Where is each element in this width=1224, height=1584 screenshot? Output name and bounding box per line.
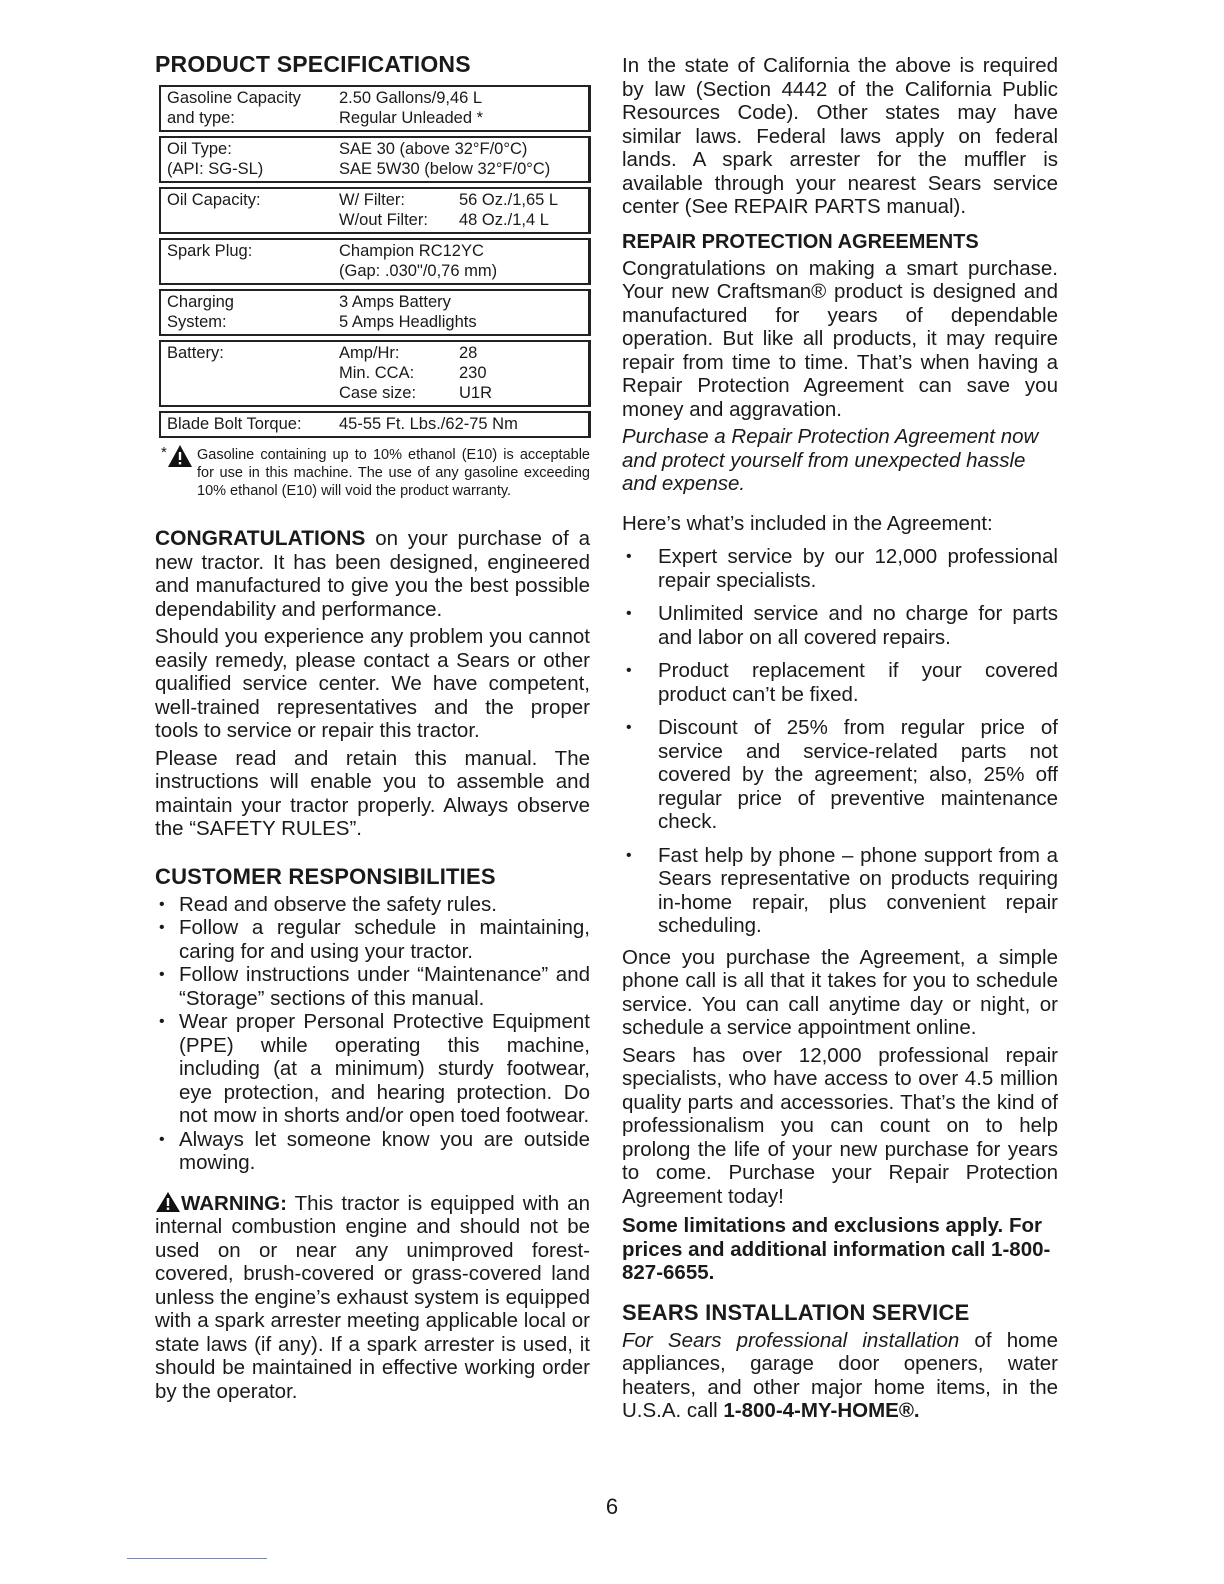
repair-protection-italic: Purchase a Repair Protection Agreement now and protect yourself from unexpected hassle and expense. <box>622 425 1039 495</box>
spec-value-line <box>339 190 582 210</box>
limitations-text: Some limitations and exclusions apply. For prices and additional information call 1-800-827-6655. <box>622 1214 1051 1284</box>
spec-value-line: Champion RC12YC <box>339 242 484 260</box>
warning-triangle-icon <box>155 1191 181 1213</box>
footer-rule <box>127 1558 267 1559</box>
spec-value-line <box>339 383 582 403</box>
spec-subvalue: 48 Oz./1,4 L <box>459 211 549 229</box>
warning-lead: WARNING: <box>181 1191 287 1215</box>
spec-key-line: Gasoline Capacity <box>167 89 301 107</box>
congratulations-paragraph <box>155 527 590 621</box>
note-marker: * <box>161 444 193 468</box>
spec-value <box>333 188 590 233</box>
spec-key-line: Charging <box>167 293 234 311</box>
spec-subvalue: 56 Oz./1,65 L <box>459 191 559 209</box>
warning-paragraph <box>155 1191 590 1404</box>
sears-has-paragraph: Sears has over 12,000 professional repair specialists, who have access to over 4.5 million quality parts and accessories. That’s the kind of professionalism you can count on to help prolong the life of your new purchase for years to come. Purchase your Repair Protection Agreement today! <box>622 1043 1058 1208</box>
spec-value-line: SAE 5W30 (below 32°F/0°C) <box>339 160 551 178</box>
list-item: • Unlimited service and no charge for parts and labor on all covered repairs. <box>622 602 1058 649</box>
once-paragraph: Once you purchase the Agreement, a simple phone call is all that it takes for you to schedule service. You can call anytime day or night, or schedule a service appointment online. <box>622 945 1058 1039</box>
table-row <box>160 341 590 406</box>
spec-value-line <box>339 363 582 383</box>
spec-value-line: 5 Amps Headlights <box>339 313 477 331</box>
table-row <box>160 290 590 335</box>
spec-key <box>160 188 333 233</box>
spec-value <box>333 86 590 131</box>
warning-triangle-icon <box>167 444 193 468</box>
list-item: • Product replacement if your covered product can’t be fixed. <box>622 659 1058 706</box>
list-item: • Expert service by our 12,000 professional repair specialists. <box>622 545 1058 592</box>
specifications-table <box>159 85 591 438</box>
list-item: • Discount of 25% from regular price of service and service-related parts not covered by the agreement; also, 25% off regular price of preventive maintenance check. <box>622 716 1058 834</box>
spec-value-line: (Gap: .030"/0,76 mm) <box>339 262 498 280</box>
spec-key <box>160 412 333 437</box>
spec-subkey: Min. CCA: <box>339 364 415 382</box>
installation-service-title: SEARS INSTALLATION SERVICE <box>622 1299 970 1325</box>
california-paragraph: In the state of California the above is required by law (Section 4442 of the California Public Resources Code). Other states may have similar laws. Federal laws apply on federal lands. A spark arrester for the muffler is available through your nearest Sears service center (See REPAIR PARTS manual). <box>622 54 1058 218</box>
spec-subvalue: U1R <box>459 384 493 402</box>
table-row <box>160 239 590 284</box>
spec-value-line <box>339 210 582 230</box>
spec-value <box>333 412 590 437</box>
service-paragraph: Should you experience any problem you cannot easily remedy, please contact a Sears or other qualified service center. We have competent, well-trained representatives and the proper tools to service or repair this tractor. <box>155 625 590 742</box>
warning-text: This tractor is equipped with an internal combustion engine and should not be used on or near any unimproved forest-covered, brush-covered or grass-covered land unless the engine’s exhaust system is equipped with a spark arrester meeting applicable local or state laws (if any). If a spark arrester is used, it should be maintained in effective working order by the operator. <box>155 1191 590 1403</box>
repair-protection-title: REPAIR PROTECTION AGREEMENTS <box>622 230 979 253</box>
spec-value-line: 45-55 Ft. Lbs./62-75 Nm <box>339 415 518 433</box>
spec-subkey: Amp/Hr: <box>339 344 400 362</box>
repair-protection-text: Congratulations on making a smart purchase. Your new Craftsman® product is designed and manufactured for years of dependable operation. But like all products, it may require repair from time to time. That’s when having a Repair Protection Agreement can save you money and aggravation. <box>622 256 1058 421</box>
spec-value-line <box>339 343 582 363</box>
page-number: 6 <box>605 1494 619 1519</box>
left-column <box>155 50 590 1403</box>
table-row <box>160 137 590 182</box>
spec-key-line: Spark Plug: <box>167 242 253 260</box>
list-item: • Wear proper Personal Protective Equipment (PPE) while operating this machine, including (at a minimum) sturdy footwear, eye protection, and hearing protection. Do not mow in shorts and/or open toed footwear. <box>155 1010 590 1128</box>
spec-key-line: System: <box>167 313 227 331</box>
spec-value-line: SAE 30 (above 32°F/0°C) <box>339 140 528 158</box>
spec-value <box>333 341 590 406</box>
spec-key-line: Battery: <box>167 344 224 362</box>
spec-key <box>160 239 333 284</box>
list-item: • Always let someone know you are outside mowing. <box>155 1128 590 1175</box>
note-text: Gasoline containing up to 10% ethanol (E10) is acceptable for use in this machine. The use of any gasoline exceeding 10% ethanol (E10) will void the product warranty. <box>197 447 590 499</box>
spec-key-line: Oil Type: <box>167 140 232 158</box>
table-row <box>160 86 590 131</box>
installation-text: of home appliances, garage door openers, water heaters, and other major home items, in the U.S.A. call <box>622 1328 1058 1422</box>
table-row <box>160 412 590 437</box>
customer-responsibilities-title: CUSTOMER RESPONSIBILITIES <box>155 863 496 889</box>
spec-value-line: 3 Amps Battery <box>339 293 451 311</box>
installation-paragraph <box>622 1329 1058 1423</box>
installation-phone: 1-800-4-MY-HOME®. <box>723 1399 920 1422</box>
spec-value <box>333 290 590 335</box>
spec-value-line: Regular Unleaded * <box>339 109 484 127</box>
included-list <box>622 545 1058 938</box>
included-intro: Here’s what’s included in the Agreement: <box>622 511 993 535</box>
spec-value <box>333 137 590 182</box>
spec-key <box>160 86 333 131</box>
spec-subkey: W/out Filter: <box>339 211 428 229</box>
spec-key <box>160 290 333 335</box>
spec-key-line: Oil Capacity: <box>167 191 261 209</box>
congratulations-text: on your purchase of a new tractor. It has been designed, engineered and manufactured to give you the best possible dependability and performance. <box>155 527 590 621</box>
spec-value <box>333 239 590 284</box>
right-column <box>622 54 1058 1423</box>
installation-italic: For Sears professional installation <box>622 1328 960 1352</box>
congratulations-lead: CONGRATULATIONS <box>155 527 366 550</box>
responsibilities-list <box>155 893 590 1175</box>
retain-manual-paragraph: Please read and retain this manual. The instructions will enable you to assemble and maintain your tractor properly. Always observe the “SAFETY RULES”. <box>155 746 590 840</box>
spec-key <box>160 137 333 182</box>
spec-value-line: 2.50 Gallons/9,46 L <box>339 89 483 107</box>
spec-subkey: Case size: <box>339 384 417 402</box>
spec-key-line: (API: SG-SL) <box>167 160 264 178</box>
spec-key <box>160 341 333 406</box>
table-row <box>160 188 590 233</box>
spec-key-line: and type: <box>167 109 235 127</box>
list-item: • Fast help by phone – phone support from a Sears representative on products requiring in-home repair, plus convenient repair scheduling. <box>622 844 1058 938</box>
spec-subvalue: 28 <box>459 344 478 362</box>
list-item: • Read and observe the safety rules. <box>155 893 590 917</box>
gasoline-note <box>155 446 590 500</box>
spec-key-line: Blade Bolt Torque: <box>167 415 302 433</box>
spec-subvalue: 230 <box>459 364 487 382</box>
list-item: • Follow instructions under “Maintenance” and “Storage” sections of this manual. <box>155 963 590 1010</box>
spec-subkey: W/ Filter: <box>339 191 405 209</box>
list-item: • Follow a regular schedule in maintaining, caring for and using your tractor. <box>155 916 590 963</box>
product-specifications-title: PRODUCT SPECIFICATIONS <box>155 51 471 77</box>
